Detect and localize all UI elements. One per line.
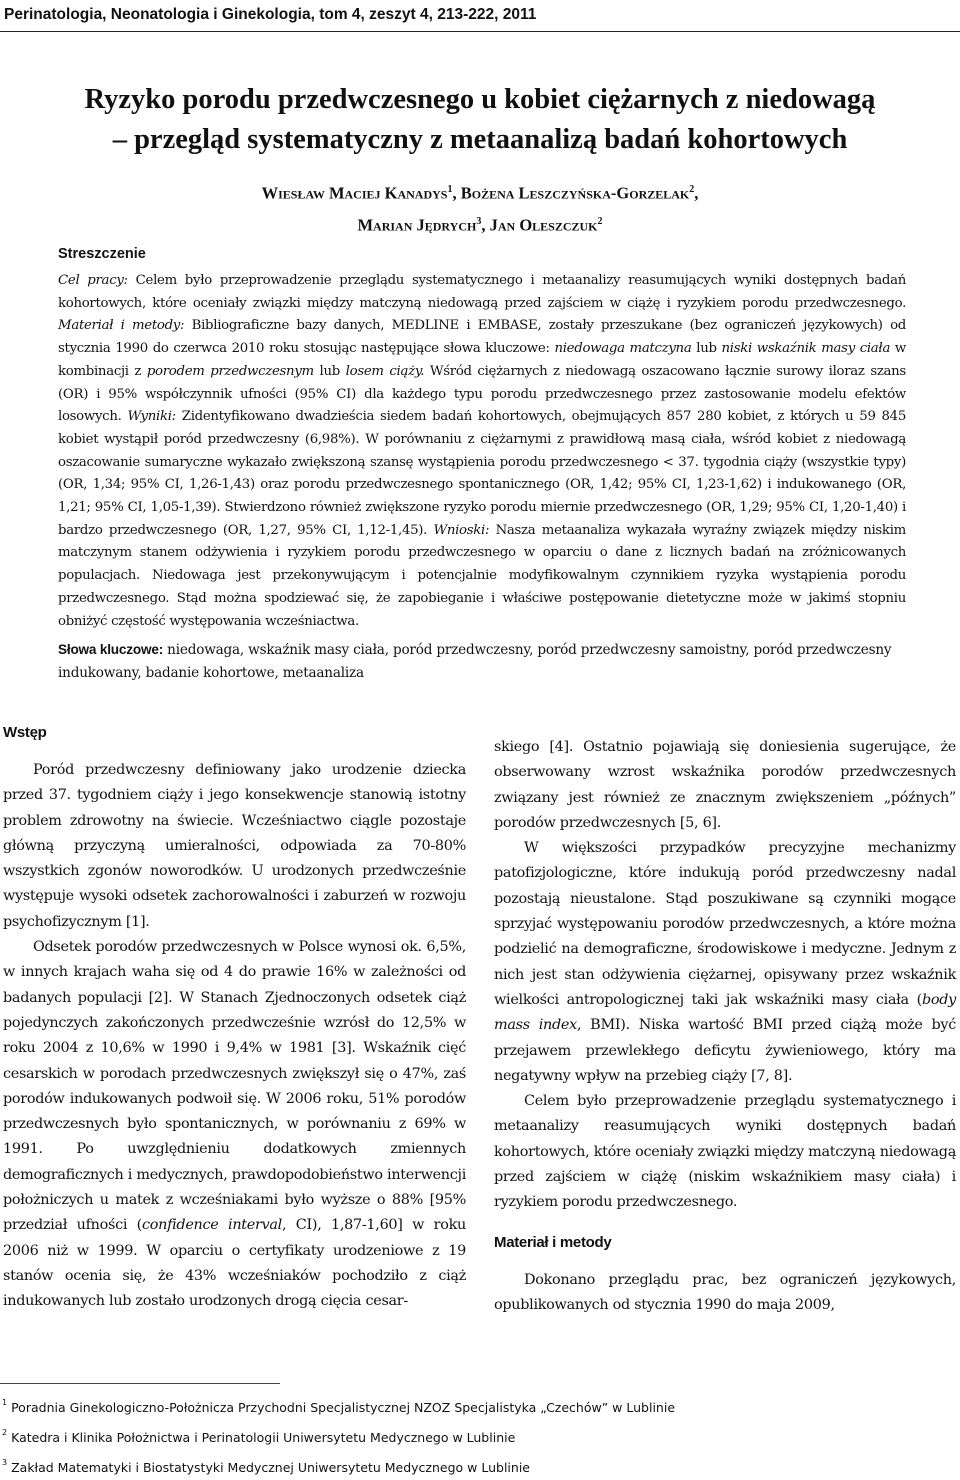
author-name: Jan Oleszczuk [489, 215, 598, 234]
header-divider [0, 31, 960, 32]
left-column [3, 722, 466, 1315]
body-text-italic: confidence interval [142, 1217, 282, 1234]
abstract-keyword: porodem przedwczesnym [146, 363, 314, 379]
abstract-methods: w kombinacji z [58, 341, 906, 379]
abstract-aim-label: Cel pracy: [58, 273, 128, 288]
keywords [58, 638, 906, 685]
footnote-text: Poradnia Ginekologiczno-Położnicza Przychodni Specjalistycznej NZOZ Specjalistyka „Czechów” w Lublinie [11, 1400, 676, 1415]
title-line-2: – przegląd systematyczny z metaanalizą badań kohortowych [112, 124, 848, 155]
body-paragraph [3, 935, 466, 1314]
author-affiliation-sup: 3 [476, 215, 482, 227]
abstract-body [58, 270, 906, 633]
footnotes [2, 1390, 942, 1480]
author-name: Bożena Leszczyńska-Gorzelak [460, 183, 690, 203]
footnote-number: 1 [2, 1398, 8, 1407]
footnote-number: 2 [2, 1428, 8, 1437]
right-column [494, 735, 956, 1318]
footnote [2, 1420, 942, 1450]
abstract-methods: Wśród ciężarnych z niedowagą oszacowano łącznie surowy iloraz szans (OR) i 95% współczynnik ufności (95% CI) dla każdego typu porodu przedwczesnego przez zastosowanie modelu efektów losowych. [58, 363, 906, 425]
author-name: Marian Jędrych [357, 215, 477, 234]
abstract-methods-label: Materiał i metody: [58, 318, 185, 334]
body-text: Odsetek porodów przedwczesnych w Polsce wynosi ok. 6,5%, w innych krajach waha się od 4 do prawie 16% w zależności od badanych populacji [2]. W Stanach Zjednoczonych odsetek ciąż pojedynczych zakończonych przedwcześnie wzrósł do 12,5% w roku 2004 z 10,6% w 1990 i 9,4% w 1981 [3]. Wskaźnik cięć cesarskich w porodach przedwczesnych zwiększył się o 47%, zaś porodów indukowanych podwoił się. W 2006 roku, 51% porodów przedwczesnych było spontanicznych, w porównaniu z 69% w 1991. Po uwzględnieniu dodatkowych zmiennych demograficznych i medycznych, prawdopodobieństwo interwencji położniczych u matek z wcześniakami było wyższe o 88% [95% przedział ufności ( [3, 939, 466, 1234]
body-paragraph: Poród przedwczesny definiowany jako urodzenie dziecka przed 37. tygodniem ciąży i jego konsekwencje stanowią istotny problem zdrowotny na świecie. Wcześniactwo ciągle pozostaje główną przyczyną umieralności, odpowiada za 70-80% wszystkich zgonów noworodków. U urodzonych przedwcześnie występuje wysoki odsetek zachorowalności i zaburzeń w rozwoju psychofizycznym [1]. [3, 762, 466, 930]
body-paragraph [494, 836, 956, 1089]
body-text: , CI), 1,87-1,60] w roku 2006 niż w 1999. W oparciu o certyfikaty urodzeniowe z 19 stanów ocenia się, że 43% wcześniaków pochodziło z ciąż indukowanych lub zostało urodzonych drogą cięcia cesar- [3, 1217, 467, 1310]
abstract-results-label: Wyniki: [127, 409, 176, 425]
abstract-keyword: niski wskaźnik masy ciała [721, 341, 891, 357]
keywords-text: niedowaga, wskaźnik masy ciała, poród przedwczesny, poród przedwczesny samoistny, poród przedwczesny indukowany, badanie kohortowe, metaanaliza [58, 642, 892, 681]
abstract-methods: lub [319, 363, 340, 379]
section-heading-methods: Materiał i metody [494, 1233, 612, 1251]
footnote-text: Zakład Matematyki i Biostatystyki Medycznej Uniwersytetu Medycznego w Lublinie [11, 1460, 530, 1475]
abstract-conclusions-label: Wnioski: [433, 522, 490, 538]
section-heading-intro: Wstęp [3, 724, 47, 741]
abstract-methods: lub [696, 341, 717, 357]
abstract-results: Zidentyfikowano dwadzieścia siedem badań kohortowych, obejmujących 857 280 kobiet, z których u 59 845 kobiet wystąpił poród przedwczesny (6,98%). W porównaniu z ciężarnymi z prawidłową masą ciała, wśród kobiet z niedowagą oszacowanie sumaryczne wykazało zwiększoną szansę wystąpienia porodu przedwczesnego < 37. tygodnia ciąży (wszystkie typy) (OR, 1,34; 95% CI, 1,26-1,43) oraz porodu przedwczesnego spontanicznego (OR, 1,42; 95% CI, 1,23-1,62) i indukowanego (OR, 1,21; 95% CI, 1,05-1,39). Stwierdzono również zwiększone ryzyko porodu miernie przedwczesnego (OR, 1,29; 95% CI, 1,20-1,40) i bardzo przedwczesnego (OR, 1,27, 95% CI, 1,12-1,45). [58, 409, 906, 538]
authors-line-1: Wiesław Maciej Kanadys$^1$, Bożena Leszczyńska-Gorzelak$^2$, [261, 183, 699, 203]
body-paragraph: Dokonano przeglądu prac, bez ograniczeń językowych, opublikowanych od stycznia 1990 do maja 2009, [494, 1271, 956, 1313]
author-affiliation-sup: 2 [597, 215, 603, 227]
body-text: , BMI). Niska wartość BMI przed ciążą może być przejawem przewlekłego deficytu żywieniowego, który ma negatywny wpływ na przebieg ciąży [7, 8]. [494, 1017, 956, 1084]
author-affiliation-sup: 2 [689, 184, 695, 195]
author-name: Wiesław Maciej Kanadys [261, 183, 448, 203]
keywords-label: Słowa kluczowe: [58, 642, 164, 657]
body-paragraph: Celem było przeprowadzenie przeglądu systematycznego i metaanalizy reasumujących wyniki dostępnych badań kohortowych, które oceniały związki między matczyną niedowagą przed zajściem w ciążę (niskim wskaźnikiem masy ciała) i ryzykiem porodu przedwczesnego. [494, 1093, 956, 1211]
footnote-number: 3 [2, 1458, 8, 1467]
author-affiliation-sup: 1 [447, 184, 453, 195]
abstract-paragraph [58, 270, 906, 633]
body-paragraph: skiego [4]. Ostatnio pojawiają się doniesienia sugerujące, że obserwowany wzrost wskaźnika porodów przedwczesnych związany jest również ze znacznym zwiększeniem „późnych” porodów przedwczesnych [5, 6]. [494, 739, 956, 831]
abstract-aim: Celem było przeprowadzenie przeglądu systematycznego i metaanalizy reasumujących wyniki dostępnych badań kohortowych, które oceniały związki między matczyną niedowagą przed zajściem w ciążę i ryzykiem porodu przedwczesnego. [58, 273, 906, 311]
author-list [0, 176, 960, 239]
footnote-text: Katedra i Klinika Położnictwa i Perinatologii Uniwersytetu Medycznego w Lublinie [11, 1430, 516, 1445]
footnote-divider [0, 1383, 280, 1384]
title-line-1: Ryzyko porodu przedwczesnego u kobiet ciężarnych z niedowagą [84, 84, 876, 115]
authors-line-2: Marian Jędrych$^3$, Jan Oleszczuk$^2$ [357, 215, 603, 234]
body-text: W większości przypadków precyzyjne mechanizmy patofizjologiczne, które indukują poród przedwczesny nadal pozostają nieustalone. Stąd poszukiwane są czynniki mogące sprzyjać występowaniu porodów przedwczesnych, a które można podzielić na demograficzne, środowiskowe i medyczne. Jednym z nich jest stan odżywienia ciężarnej, opisywany przez wskaźnik wielkości antropologicznej taki jak wskaźniki masy ciała ( [494, 840, 956, 1008]
abstract-methods: Bibliograficzne bazy danych, MEDLINE i EMBASE, zostały przeszukane (bez ograniczeń językowych) od stycznia 1990 do czerwca 2010 roku stosując następujące słowa kluczowe: [58, 318, 906, 357]
abstract-heading: Streszczenie [58, 246, 146, 262]
journal-header: Perinatologia, Neonatologia i Ginekologia, tom 4, zeszyt 4, 213-222, 2011 [4, 6, 537, 23]
footnote [2, 1390, 942, 1420]
abstract-keyword: losem ciąży. [345, 363, 425, 379]
body-text-italic: body mass index [494, 991, 956, 1034]
footnote [2, 1450, 942, 1480]
article-title [0, 80, 960, 160]
abstract-keyword: niedowaga matczyna [554, 341, 692, 357]
abstract-conclusions: Nasza metaanaliza wykazała wyraźny związek między niskim matczynym stanem odżywienia i ryzykiem porodu przedwczesnego w oparciu o dane z licznych badań na zróżnicowanych populacjach. Niedowaga jest przekonywującym i potencjalnie modyfikowalnym czynnikiem ryzyka wystąpienia porodu przedwczesnego. Stąd można spodziewać się, że zapobieganie i właściwe postępowanie dietetyczne może w jakimś stopniu obniżyć częstość występowania wcześniactwa. [58, 522, 906, 629]
